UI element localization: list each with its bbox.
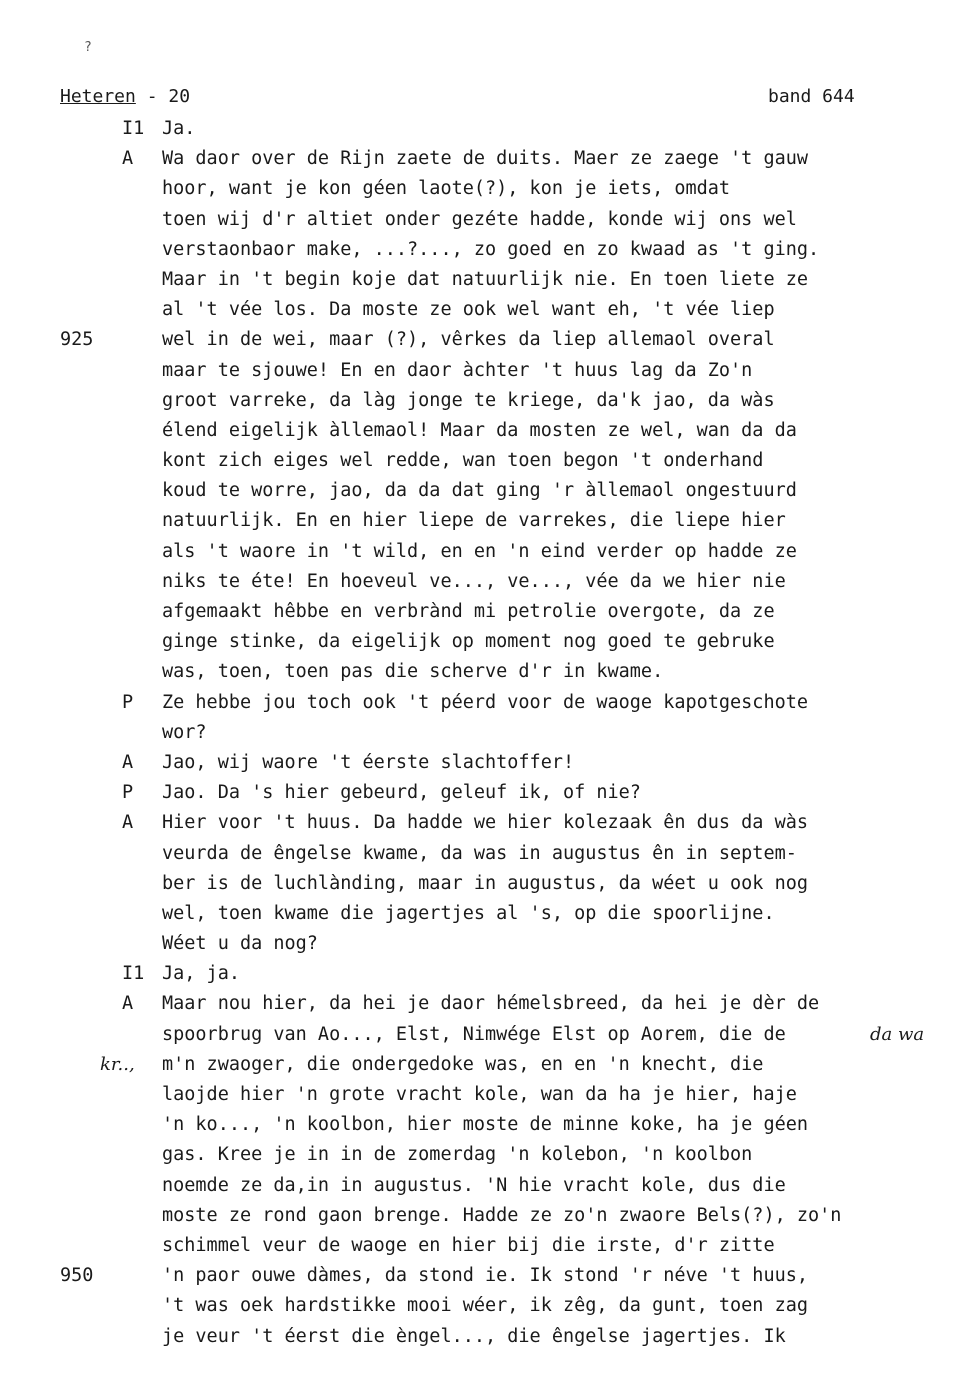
line-text: Jao. Da 's hier gebeurd, geleuf ik, of nie? (162, 782, 641, 804)
line-text: toen wij d'r altiet onder gezéte hadde, konde wij ons wel (162, 208, 797, 230)
speaker-label: A (122, 993, 134, 1015)
transcript-line (0, 506, 966, 536)
line-number: 950 (60, 1265, 94, 1287)
speaker-label: A (122, 812, 134, 834)
transcript-line (0, 929, 966, 959)
line-text: Maar in 't begin koje dat natuurlijk nie. En toen liete ze (162, 268, 809, 290)
transcript-line (0, 1140, 966, 1170)
transcript-line (0, 989, 966, 1019)
line-text: je veur 't éerst die èngel..., die êngelse jagertjes. Ik (162, 1325, 786, 1347)
line-text: natuurlijk. En en hier liepe de varrekes, die liepe hier (162, 510, 786, 532)
transcript-line (0, 295, 966, 325)
transcript-line (0, 899, 966, 929)
line-text: Ja, ja. (162, 963, 240, 985)
transcript-line (0, 446, 966, 476)
band-label: band 644 (768, 86, 855, 107)
transcript-line (0, 1231, 966, 1261)
transcript-line (0, 1291, 966, 1321)
line-text: gas. Kree je in in de zomerdag 'n kolebon, 'n koolbon (162, 1144, 753, 1166)
transcript-line (0, 1171, 966, 1201)
transcript-lines (0, 114, 966, 1352)
line-text: koud te worre, jao, da da dat ging 'r àllemaol ongestuurd (162, 480, 797, 502)
transcript-line (0, 235, 966, 265)
line-text: Maar nou hier, da hei je daor hémelsbreed, da hei je dèr de (162, 993, 820, 1015)
line-text: niks te éte! En hoeveul ve..., ve..., vée da we hier nie (162, 570, 786, 592)
line-text: spoorbrug van Ao..., Elst, Nimwége Elst op Aorem, die de (162, 1023, 786, 1045)
transcript-line (0, 325, 966, 355)
handwritten-note: da wa (870, 1023, 925, 1045)
transcript-line (0, 1201, 966, 1231)
transcript-line (0, 1261, 966, 1291)
transcript-line (0, 114, 966, 144)
line-text: wor? (162, 721, 207, 743)
transcript-line (0, 839, 966, 869)
line-text: ginge stinke, da eigelijk op moment nog goed te gebruke (162, 631, 775, 653)
line-text: verstaonbaor make, ...?..., zo goed en zo kwaad as 't ging. (162, 238, 820, 260)
transcript-line (0, 778, 966, 808)
speaker-label: P (122, 782, 134, 804)
speaker-label: I1 (122, 963, 145, 985)
line-text: als 't waore in 't wild, en en 'n eind verder op hadde ze (162, 540, 797, 562)
line-text: kont zich eiges wel redde, wan toen begon 't onderhand (162, 450, 764, 472)
line-text: moste ze rond gaon brenge. Hadde ze zo'n zwaore Bels(?), zo'n (162, 1204, 842, 1226)
line-text: wel, toen kwame die jagertjes al 's, op die spoorlijne. (162, 902, 775, 924)
line-text: Hier voor 't huus. Da hadde we hier kolezaak ên dus da wàs (162, 812, 809, 834)
line-text: 't was oek hardstikke mooi wéer, ik zêg, da gunt, toen zag (162, 1295, 809, 1317)
line-text: Ja. (162, 118, 196, 139)
transcript-line (0, 386, 966, 416)
line-text: noemde ze da,in in augustus. 'N hie vracht kole, dus die (162, 1174, 786, 1196)
line-text: groot varreke, da làg jonge te kriege, da'k jao, da wàs (162, 389, 775, 411)
line-text: hoor, want je kon géen laote(?), kon je iets, omdat (162, 178, 731, 200)
line-text: m'n zwaoger, die ondergedoke was, en en 'n knecht, die (162, 1053, 764, 1075)
transcript-line (0, 1322, 966, 1352)
line-text: veurda de êngelse kwame, da was in augustus ên in septem- (162, 842, 797, 864)
transcript-line (0, 688, 966, 718)
line-text: Wa daor over de Rijn zaete de duits. Maer ze zaege 't gauw (162, 148, 809, 170)
line-text: 'n ko..., 'n koolbon, hier moste de minne koke, ha je géen (162, 1114, 809, 1136)
speaker-label: A (122, 751, 134, 773)
place-name: Heteren (60, 86, 136, 107)
transcript-line (0, 1050, 966, 1080)
transcript-line (0, 356, 966, 386)
handwritten-margin-note: kr.., (100, 1053, 135, 1075)
transcript-line (0, 597, 966, 627)
transcript-line (0, 476, 966, 506)
transcript-line (0, 205, 966, 235)
speaker-label: A (122, 148, 134, 170)
transcript-line (0, 1080, 966, 1110)
transcript-line (0, 627, 966, 657)
transcript-line (0, 416, 966, 446)
transcript-line (0, 869, 966, 899)
line-text: was, toen, toen pas die scherve d'r in kwame. (162, 661, 664, 683)
document-header (60, 86, 190, 107)
line-text: Ze hebbe jou toch ook 't péerd voor de waoge kapotgeschote (162, 691, 809, 713)
line-text: ber is de luchlànding, maar in augustus, da wéet u ook nog (162, 872, 809, 894)
transcript-line (0, 748, 966, 778)
speaker-label: P (122, 691, 134, 713)
line-text: wel in de wei, maar (?), vêrkes da liep allemaol overal (162, 329, 775, 351)
transcript-line (0, 959, 966, 989)
transcript-line (0, 144, 966, 174)
line-text: Wéet u da nog? (162, 933, 318, 955)
line-text: schimmel veur de waoge en hier bij die irste, d'r zitte (162, 1234, 775, 1256)
transcript-line (0, 265, 966, 295)
line-number: 925 (60, 329, 94, 351)
line-text: laojde hier 'n grote vracht kole, wan da ha je hier, haje (162, 1084, 797, 1105)
transcript-line (0, 537, 966, 567)
transcript-line (0, 808, 966, 838)
transcript-line (0, 657, 966, 687)
page-number: - 20 (146, 86, 191, 107)
transcript-line (0, 174, 966, 204)
line-text: maar te sjouwe! En en daor àchter 't huus lag da Zo'n (162, 359, 753, 381)
line-text: al 't vée los. Da moste ze ook wel want eh, 't vée liep (162, 299, 775, 321)
line-text: Jao, wij waore 't éerste slachtoffer! (162, 751, 575, 773)
line-text: élend eigelijk àllemaol! Maar da mosten ze wel, wan da da (162, 419, 797, 441)
transcript-line (0, 1020, 966, 1050)
transcript-line (0, 1110, 966, 1140)
line-text: 'n paor ouwe dàmes, da stond ie. Ik stond 'r néve 't huus, (162, 1265, 809, 1287)
line-text: afgemaakt hêbbe en verbrànd mi petrolie overgote, da ze (162, 601, 775, 622)
transcript-line (0, 567, 966, 597)
speaker-label: I1 (122, 118, 145, 139)
page-mark: ? (84, 40, 92, 55)
transcript-line (0, 718, 966, 748)
